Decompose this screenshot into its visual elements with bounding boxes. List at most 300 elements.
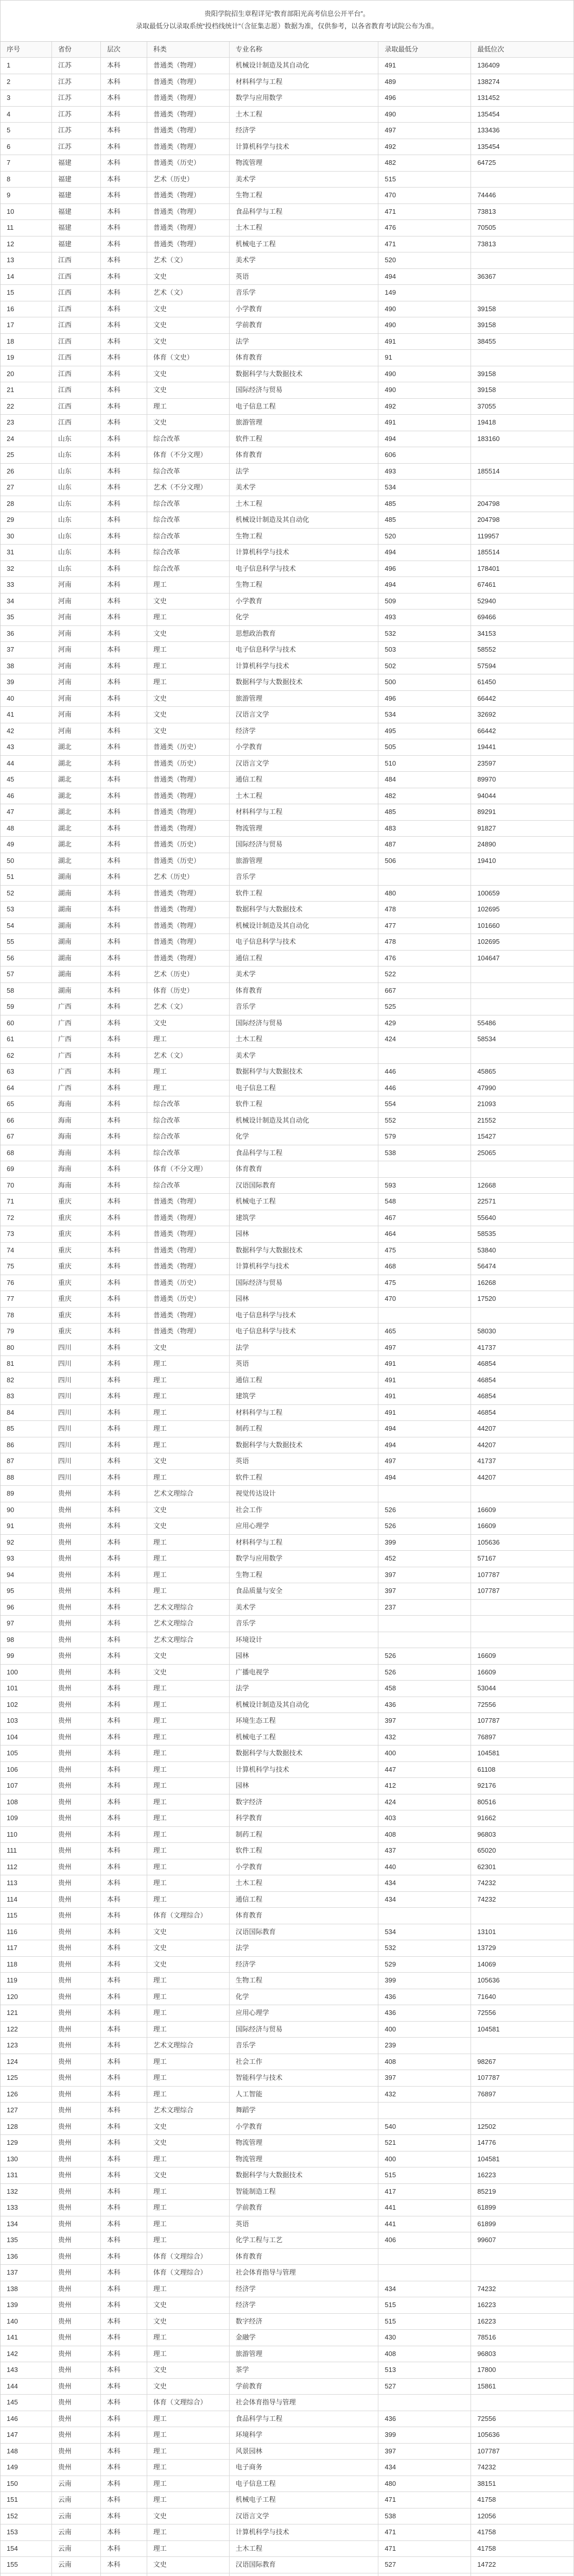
cell-index: 34: [1, 594, 52, 609]
cell-province: 江苏: [52, 139, 101, 155]
cell-province: 贵州: [52, 2200, 101, 2216]
cell-category: 艺术（历史）: [147, 172, 230, 188]
cell-min-score: [378, 2265, 471, 2281]
cell-province: 云南: [52, 2541, 101, 2557]
cell-category: 普通类（历史）: [147, 756, 230, 772]
cell-min-rank: 15861: [471, 2379, 574, 2395]
cell-province: 福建: [52, 188, 101, 204]
cell-min-score: 494: [378, 431, 471, 447]
cell-min-rank: 41758: [471, 2541, 574, 2557]
table-row: [1, 577, 574, 594]
cell-category: 体育（不分文理）: [147, 447, 230, 463]
cell-province: 贵州: [52, 1973, 101, 1989]
cell-index: 125: [1, 2070, 52, 2086]
cell-province: 贵州: [52, 1648, 101, 1664]
cell-min-score: 526: [378, 1648, 471, 1664]
cell-major: 国际经济与贸易: [230, 2022, 379, 2038]
cell-min-score: 497: [378, 1340, 471, 1356]
cell-major: 园林: [230, 1226, 379, 1242]
table-body: [1, 58, 574, 2576]
table-row: [1, 172, 574, 188]
cell-province: 重庆: [52, 1275, 101, 1291]
cell-index: 21: [1, 382, 52, 398]
cell-level: 本科: [101, 2330, 147, 2346]
cell-category: 综合改革: [147, 512, 230, 528]
cell-index: 90: [1, 1502, 52, 1518]
table-row: [1, 999, 574, 1015]
cell-province: 贵州: [52, 2070, 101, 2086]
cell-category: 文史: [147, 2167, 230, 2183]
table-row: [1, 2573, 574, 2576]
cell-level: 本科: [101, 107, 147, 123]
cell-province: 重庆: [52, 1291, 101, 1307]
cell-province: 贵州: [52, 1535, 101, 1551]
cell-province: 贵州: [52, 2444, 101, 2460]
cell-category: 文史: [147, 2119, 230, 2135]
cell-major: 英语: [230, 1356, 379, 1372]
cell-level: 本科: [101, 1535, 147, 1551]
cell-min-rank: 178401: [471, 561, 574, 577]
table-row: [1, 658, 574, 675]
cell-index: 111: [1, 1843, 52, 1859]
table-row: [1, 967, 574, 983]
cell-level: 本科: [101, 545, 147, 561]
cell-category: 理工: [147, 2151, 230, 2167]
cell-level: 本科: [101, 2557, 147, 2573]
cell-index: 112: [1, 1859, 52, 1875]
cell-category: 理工: [147, 1794, 230, 1810]
cell-min-score: 408: [378, 2054, 471, 2070]
cell-min-score: 239: [378, 2038, 471, 2054]
cell-level: 本科: [101, 1762, 147, 1778]
table-row: [1, 1859, 574, 1876]
cell-index: 40: [1, 691, 52, 707]
cell-min-rank: [471, 2103, 574, 2119]
cell-index: 35: [1, 609, 52, 625]
table-row: [1, 1697, 574, 1714]
cell-level: 本科: [101, 1113, 147, 1129]
cell-level: 本科: [101, 902, 147, 918]
cell-major: 汉语言文学: [230, 707, 379, 723]
cell-level: 本科: [101, 1356, 147, 1372]
table-row: [1, 1291, 574, 1308]
cell-min-rank: [471, 2038, 574, 2054]
cell-category: 理工: [147, 1080, 230, 1096]
cell-level: 本科: [101, 1745, 147, 1761]
cell-province: 江苏: [52, 90, 101, 106]
cell-major: 土木工程: [230, 1875, 379, 1891]
cell-province: 贵州: [52, 1843, 101, 1859]
cell-index: 133: [1, 2200, 52, 2216]
cell-min-score: 532: [378, 1940, 471, 1956]
cell-min-score: 527: [378, 2557, 471, 2573]
cell-category: 文史: [147, 594, 230, 609]
table-row: [1, 545, 574, 561]
cell-province: 贵州: [52, 1551, 101, 1567]
cell-category: 文史: [147, 691, 230, 707]
cell-province: 湖南: [52, 886, 101, 902]
table-row: [1, 626, 574, 642]
cell-level: 本科: [101, 204, 147, 220]
cell-min-rank: 107787: [471, 1713, 574, 1729]
cell-major: 机械设计制造及其自动化: [230, 1697, 379, 1713]
cell-province: 河南: [52, 642, 101, 658]
cell-level: 本科: [101, 301, 147, 317]
cell-province: 海南: [52, 1161, 101, 1177]
cell-min-score: 471: [378, 2492, 471, 2508]
table-row: [1, 1486, 574, 1502]
cell-province: 云南: [52, 2492, 101, 2508]
cell-min-score: 447: [378, 1762, 471, 1778]
cell-index: 20: [1, 366, 52, 382]
cell-province: 山东: [52, 561, 101, 577]
table-row: [1, 1243, 574, 1259]
cell-category: 艺术（文）: [147, 1048, 230, 1064]
cell-category: 文史: [147, 415, 230, 431]
cell-min-score: [378, 2573, 471, 2576]
cell-category: 普通类（物理）: [147, 1226, 230, 1242]
cell-index: 139: [1, 2297, 52, 2313]
table-row: [1, 1113, 574, 1129]
cell-province: 贵州: [52, 1892, 101, 1908]
cell-min-rank: 98267: [471, 2054, 574, 2070]
cell-min-rank: 39158: [471, 366, 574, 382]
cell-min-score: 476: [378, 951, 471, 967]
table-row: [1, 1324, 574, 1340]
cell-major: 数据科学与大数据技术: [230, 1745, 379, 1761]
cell-major: [230, 2573, 379, 2576]
cell-min-score: 490: [378, 107, 471, 123]
cell-level: 本科: [101, 1161, 147, 1177]
cell-province: 广西: [52, 1031, 101, 1047]
cell-index: 85: [1, 1421, 52, 1437]
cell-level: 本科: [101, 1843, 147, 1859]
cell-min-rank: 19410: [471, 853, 574, 869]
cell-min-rank: 119957: [471, 529, 574, 545]
cell-index: 56: [1, 951, 52, 967]
table-row: [1, 869, 574, 886]
cell-min-rank: 72556: [471, 2005, 574, 2021]
cell-category: 理工: [147, 2232, 230, 2248]
cell-min-rank: 133436: [471, 123, 574, 139]
cell-index: 14: [1, 269, 52, 285]
table-row: [1, 464, 574, 480]
table-row: [1, 2297, 574, 2314]
cell-min-score: 496: [378, 691, 471, 707]
cell-index: 109: [1, 1810, 52, 1826]
cell-category: 理工: [147, 1762, 230, 1778]
cell-major: 机械设计制造及其自动化: [230, 58, 379, 74]
cell-province: 重庆: [52, 1259, 101, 1275]
cell-index: 136: [1, 2249, 52, 2265]
table-row: [1, 1226, 574, 1243]
cell-category: 普通类（物理）: [147, 1259, 230, 1275]
cell-min-rank: 53840: [471, 1243, 574, 1259]
cell-level: 本科: [101, 2509, 147, 2524]
cell-index: 28: [1, 496, 52, 512]
cell-category: 理工: [147, 1827, 230, 1843]
cell-category: 艺术文理综合: [147, 2103, 230, 2119]
cell-min-rank: 70505: [471, 220, 574, 236]
cell-index: 82: [1, 1372, 52, 1388]
cell-category: 文史: [147, 1453, 230, 1469]
cell-min-rank: 74446: [471, 188, 574, 204]
cell-min-score: 470: [378, 1291, 471, 1307]
cell-index: 58: [1, 983, 52, 999]
cell-major: 物流管理: [230, 2151, 379, 2167]
cell-category: 理工: [147, 2184, 230, 2200]
table-row: [1, 2135, 574, 2151]
table-row: [1, 886, 574, 902]
cell-major: 数据科学与大数据技术: [230, 1437, 379, 1453]
cell-level: 本科: [101, 934, 147, 950]
cell-category: 普通类（物理）: [147, 804, 230, 820]
cell-province: 贵州: [52, 1518, 101, 1534]
cell-major: 材料科学与工程: [230, 1405, 379, 1421]
cell-level: 本科: [101, 1437, 147, 1453]
cell-category: 综合改革: [147, 496, 230, 512]
table-row: [1, 2362, 574, 2379]
notice-line-2: 录取最低分以录取系统“投档线统计”（含征集志愿）数据为准，仅供参考，以各省教育考试院公布为准。: [135, 22, 439, 30]
cell-category: 理工: [147, 1778, 230, 1794]
cell-index: 15: [1, 285, 52, 301]
cell-major: 小学教育: [230, 2119, 379, 2135]
cell-min-rank: 17800: [471, 2362, 574, 2378]
cell-major: 材料科学与工程: [230, 1535, 379, 1551]
cell-category: 文史: [147, 1940, 230, 1956]
cell-min-score: 497: [378, 1453, 471, 1469]
cell-level: 本科: [101, 1421, 147, 1437]
cell-major: 机械电子工程: [230, 2492, 379, 2508]
cell-level: 本科: [101, 2444, 147, 2460]
cell-major: 数字经济: [230, 2314, 379, 2330]
table-row: [1, 772, 574, 788]
cell-level: 本科: [101, 2119, 147, 2135]
cell-major: 机械设计制造及其自动化: [230, 512, 379, 528]
cell-major: 数字经济: [230, 1794, 379, 1810]
cell-category: 综合改革: [147, 1129, 230, 1145]
cell-index: 68: [1, 1145, 52, 1161]
cell-category: 文史: [147, 1957, 230, 1973]
cell-level: 本科: [101, 2135, 147, 2151]
cell-min-rank: 73813: [471, 236, 574, 252]
cell-index: 146: [1, 2411, 52, 2427]
cell-province: 湖北: [52, 788, 101, 804]
cell-major: 茶学: [230, 2362, 379, 2378]
cell-province: 贵州: [52, 1502, 101, 1518]
table-row: [1, 707, 574, 723]
table-row: [1, 1551, 574, 1567]
cell-min-score: 526: [378, 1518, 471, 1534]
cell-min-score: 434: [378, 1892, 471, 1908]
cell-province: 江西: [52, 366, 101, 382]
table-row: [1, 512, 574, 529]
cell-major: 计算机科学与技术: [230, 545, 379, 561]
cell-category: 理工: [147, 2346, 230, 2362]
cell-min-rank: 41758: [471, 2524, 574, 2540]
cell-min-score: 400: [378, 2022, 471, 2038]
cell-index: 154: [1, 2541, 52, 2557]
table-row: [1, 1600, 574, 1616]
cell-min-rank: [471, 1486, 574, 1502]
cell-province: 贵州: [52, 2249, 101, 2265]
cell-index: 116: [1, 1924, 52, 1940]
cell-min-rank: 44207: [471, 1470, 574, 1486]
cell-level: 本科: [101, 1648, 147, 1664]
cell-level: 本科: [101, 269, 147, 285]
cell-min-score: 502: [378, 658, 471, 674]
cell-index: 124: [1, 2054, 52, 2070]
cell-major: 电子信息工程: [230, 2476, 379, 2492]
cell-index: 105: [1, 1745, 52, 1761]
cell-min-score: 400: [378, 2151, 471, 2167]
cell-min-rank: 64725: [471, 155, 574, 171]
cell-major: 音乐学: [230, 1616, 379, 1632]
cell-index: 98: [1, 1632, 52, 1648]
cell-major: 软件工程: [230, 431, 379, 447]
cell-index: 72: [1, 1210, 52, 1226]
cell-major: 思想政治教育: [230, 626, 379, 642]
cell-category: 理工: [147, 2022, 230, 2038]
cell-province: 贵州: [52, 1681, 101, 1697]
cell-min-score: 489: [378, 74, 471, 90]
cell-min-score: 464: [378, 1226, 471, 1242]
cell-category: 理工: [147, 2200, 230, 2216]
table-row: [1, 1437, 574, 1454]
header-province: 省份: [52, 42, 101, 57]
cell-category: 普通类（历史）: [147, 1275, 230, 1291]
table-row: [1, 2411, 574, 2428]
cell-min-rank: 204798: [471, 512, 574, 528]
table-row: [1, 2167, 574, 2184]
cell-level: 本科: [101, 1794, 147, 1810]
table-row: [1, 1924, 574, 1941]
cell-min-score: [378, 1308, 471, 1324]
cell-major: 食品质量与安全: [230, 1583, 379, 1599]
cell-level: 本科: [101, 1308, 147, 1324]
cell-min-rank: 107787: [471, 2070, 574, 2086]
cell-major: 经济学: [230, 123, 379, 139]
cell-min-rank: [471, 1048, 574, 1064]
cell-min-rank: 41737: [471, 1340, 574, 1356]
cell-level: 本科: [101, 155, 147, 171]
cell-index: 60: [1, 1015, 52, 1031]
cell-province: 江苏: [52, 74, 101, 90]
cell-level: 本科: [101, 1730, 147, 1745]
cell-major: 计算机科学与技术: [230, 2524, 379, 2540]
cell-level: 本科: [101, 2265, 147, 2281]
cell-index: 119: [1, 1973, 52, 1989]
cell-level: 本科: [101, 1778, 147, 1794]
cell-major: 小学教育: [230, 301, 379, 317]
cell-major: 生物工程: [230, 529, 379, 545]
cell-index: 50: [1, 853, 52, 869]
cell-province: 四川: [52, 1437, 101, 1453]
cell-level: 本科: [101, 2427, 147, 2443]
cell-category: 理工: [147, 1713, 230, 1729]
cell-min-rank: 72556: [471, 1697, 574, 1713]
cell-level: 本科: [101, 334, 147, 350]
table-row: [1, 1210, 574, 1227]
cell-min-score: 476: [378, 220, 471, 236]
cell-major: 化学工程与工艺: [230, 2232, 379, 2248]
cell-level: 本科: [101, 609, 147, 625]
cell-major: 电子信息科学与技术: [230, 1308, 379, 1324]
cell-province: 河南: [52, 577, 101, 593]
cell-min-rank: 78516: [471, 2330, 574, 2346]
cell-index: 33: [1, 577, 52, 593]
cell-min-rank: 67461: [471, 577, 574, 593]
cell-major: 数据科学与大数据技术: [230, 902, 379, 918]
cell-major: 汉语国际教育: [230, 2557, 379, 2573]
table-row: [1, 2054, 574, 2071]
cell-category: 文史: [147, 723, 230, 739]
cell-min-rank: 100659: [471, 886, 574, 902]
cell-index: 39: [1, 674, 52, 690]
cell-index: 1: [1, 58, 52, 74]
cell-province: 贵州: [52, 2022, 101, 2038]
cell-min-rank: 47990: [471, 1080, 574, 1096]
cell-index: 22: [1, 399, 52, 415]
cell-major: 经济学: [230, 1957, 379, 1973]
cell-level: 本科: [101, 1031, 147, 1047]
cell-major: 数学与应用数学: [230, 1551, 379, 1567]
cell-category: 文史: [147, 334, 230, 350]
cell-min-score: 500: [378, 674, 471, 690]
cell-index: 102: [1, 1697, 52, 1713]
cell-major: 法学: [230, 464, 379, 480]
cell-index: 99: [1, 1648, 52, 1664]
cell-category: 理工: [147, 1064, 230, 1080]
cell-index: 25: [1, 447, 52, 463]
table-row: [1, 739, 574, 756]
cell-index: 70: [1, 1178, 52, 1194]
cell-major: 软件工程: [230, 1843, 379, 1859]
table-row: [1, 1502, 574, 1519]
cell-min-score: 436: [378, 1989, 471, 2005]
cell-level: 本科: [101, 853, 147, 869]
cell-province: 江西: [52, 285, 101, 301]
cell-province: 贵州: [52, 2314, 101, 2330]
cell-province: 重庆: [52, 1308, 101, 1324]
cell-category: 普通类（物理）: [147, 788, 230, 804]
cell-level: 本科: [101, 2249, 147, 2265]
cell-min-score: 424: [378, 1031, 471, 1047]
cell-level: 本科: [101, 1697, 147, 1713]
cell-major: 化学: [230, 1989, 379, 2005]
cell-min-score: 495: [378, 723, 471, 739]
cell-level: 本科: [101, 2297, 147, 2313]
cell-level: 本科: [101, 707, 147, 723]
cell-province: 湖北: [52, 804, 101, 820]
cell-category: 文史: [147, 1665, 230, 1681]
cell-category: 理工: [147, 1551, 230, 1567]
cell-level: 本科: [101, 350, 147, 366]
cell-category: 理工: [147, 1681, 230, 1697]
cell-category: 普通类（历史）: [147, 1291, 230, 1307]
cell-min-rank: 104647: [471, 951, 574, 967]
cell-index: 152: [1, 2509, 52, 2524]
cell-min-rank: 21552: [471, 1113, 574, 1129]
cell-level: 本科: [101, 1129, 147, 1145]
cell-category: 普通类（物理）: [147, 58, 230, 74]
table-row: [1, 1356, 574, 1372]
cell-min-score: 493: [378, 464, 471, 480]
cell-min-score: 485: [378, 804, 471, 820]
cell-level: 本科: [101, 464, 147, 480]
cell-index: 134: [1, 2216, 52, 2232]
cell-province: 海南: [52, 1129, 101, 1145]
